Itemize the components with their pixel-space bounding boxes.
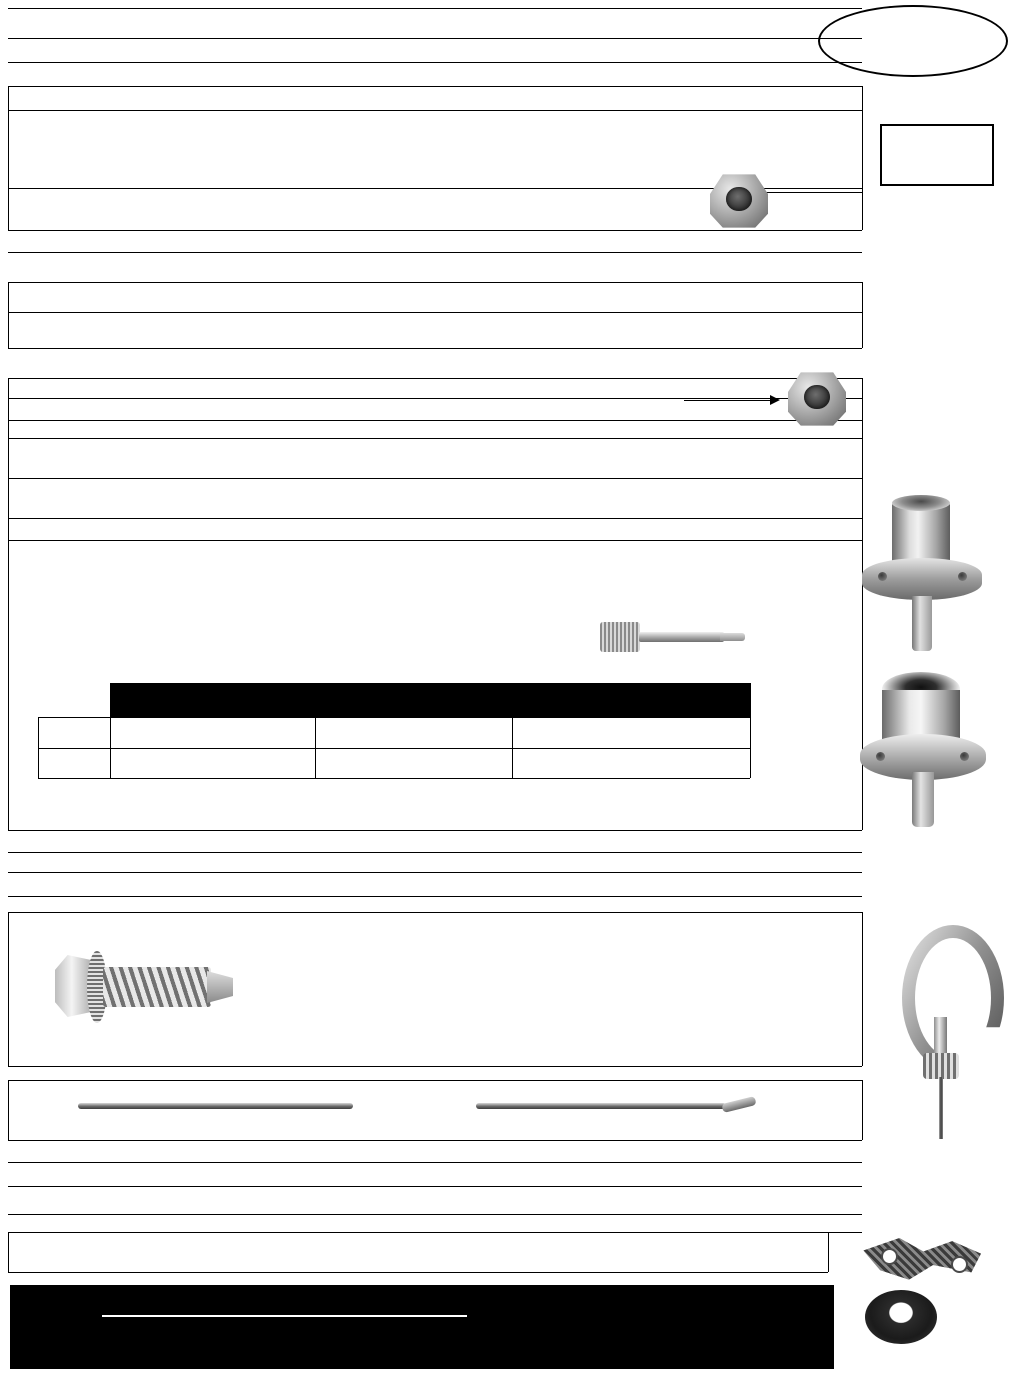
rule-line (8, 1080, 862, 1081)
rule-line (8, 378, 862, 379)
rule-line (8, 252, 862, 253)
spindle-hub-top (892, 495, 950, 511)
bracket-hole (951, 1256, 968, 1273)
rule-line (8, 38, 862, 39)
spec-table-rule (38, 748, 750, 749)
rule-line (8, 312, 862, 313)
spec-table-rule (315, 717, 316, 778)
rule-line (8, 1214, 862, 1215)
hex-flange-bolt-photo (55, 955, 240, 1027)
spec-table (38, 683, 750, 783)
bolt-threaded-shank (103, 967, 211, 1007)
rule-edge (8, 378, 9, 438)
rule-line (8, 1066, 862, 1067)
bracket-hole (881, 1248, 898, 1265)
hook-tool-photo (890, 925, 995, 1150)
spindle-housing-photo (862, 500, 982, 650)
rule-edge (8, 86, 9, 110)
bent-rod-photo (476, 1103, 726, 1109)
straight-rod-photo (78, 1103, 353, 1109)
rule-line (8, 1186, 862, 1187)
rule-edge (8, 438, 9, 540)
spindle-housing-photo (860, 672, 986, 827)
rule-line (8, 8, 862, 9)
rule-edge (8, 540, 9, 830)
spindle-bolt-hole (876, 752, 885, 761)
nut-hole (804, 385, 830, 409)
rule-line (8, 438, 862, 439)
corner-info-box (880, 124, 994, 186)
hook-collar (923, 1053, 959, 1079)
rule-edge (8, 912, 9, 1066)
table-cell (42, 723, 106, 745)
rule-line (8, 872, 862, 873)
spindle-shaft (912, 596, 932, 651)
leader-line (766, 192, 862, 193)
rule-edge (8, 1080, 9, 1140)
bolt-point (207, 971, 233, 1003)
table-cell (42, 753, 106, 775)
rule-line (8, 478, 862, 479)
spec-table-rule (38, 778, 750, 779)
rule-line (8, 282, 862, 283)
rule-edge (862, 282, 863, 348)
spec-table-rule (750, 683, 751, 778)
hook-curve (902, 925, 1004, 1071)
table-cell (116, 723, 310, 745)
rule-edge (862, 188, 863, 230)
bracket-and-washer-photo (855, 1238, 990, 1350)
rule-edge (862, 86, 863, 110)
rule-edge (862, 110, 863, 188)
rule-line (8, 1140, 862, 1141)
rule-line (8, 1162, 862, 1163)
rule-line (8, 1272, 828, 1273)
notice-underline (102, 1315, 467, 1317)
spindle-bolt-hole (960, 752, 969, 761)
flange-nut-photo (710, 172, 768, 230)
mandrel-shaft (639, 632, 724, 642)
rule-edge (8, 110, 9, 188)
rule-line (8, 420, 862, 421)
rule-edge (862, 378, 863, 438)
hook-cable (939, 1077, 943, 1139)
rule-line (8, 110, 862, 111)
rule-line (8, 830, 862, 831)
spindle-bolt-hole (878, 572, 887, 581)
leader-line (684, 400, 770, 401)
nut-hole (726, 187, 752, 211)
mandrel-tip (720, 633, 745, 641)
mandrel-tool-photo (600, 622, 750, 654)
spec-table-rule (38, 717, 39, 778)
rule-line (8, 86, 862, 87)
rule-line (8, 518, 862, 519)
rule-edge (862, 1080, 863, 1140)
rule-line (8, 896, 862, 897)
rule-line (8, 348, 862, 349)
arrow-head-icon (770, 395, 780, 405)
table-cell (518, 753, 744, 775)
rule-edge (8, 1232, 9, 1272)
bent-rod-tip (721, 1096, 756, 1113)
rule-edge (8, 188, 9, 230)
rule-line (8, 62, 862, 63)
table-cell (116, 753, 310, 775)
table-cell (321, 723, 507, 745)
mandrel-knurled-body (600, 622, 640, 652)
spindle-bolt-hole (958, 572, 967, 581)
flange-nut-photo (788, 370, 846, 428)
logo-ellipse (818, 5, 1008, 77)
table-cell (518, 723, 744, 745)
rule-edge (862, 912, 863, 1066)
washer (865, 1290, 937, 1344)
table-cell (321, 753, 507, 775)
notice-bar (10, 1285, 834, 1369)
rule-edge (828, 1232, 829, 1272)
spindle-shaft (912, 772, 934, 827)
rule-line (8, 230, 862, 231)
rule-line (8, 912, 862, 913)
rule-line (8, 398, 862, 399)
rule-line (8, 540, 862, 541)
spec-table-rule (110, 717, 111, 778)
spec-table-rule (512, 717, 513, 778)
rule-line (8, 852, 862, 853)
rule-edge (8, 282, 9, 348)
rule-line (8, 1232, 862, 1233)
spec-table-rule (38, 717, 750, 718)
